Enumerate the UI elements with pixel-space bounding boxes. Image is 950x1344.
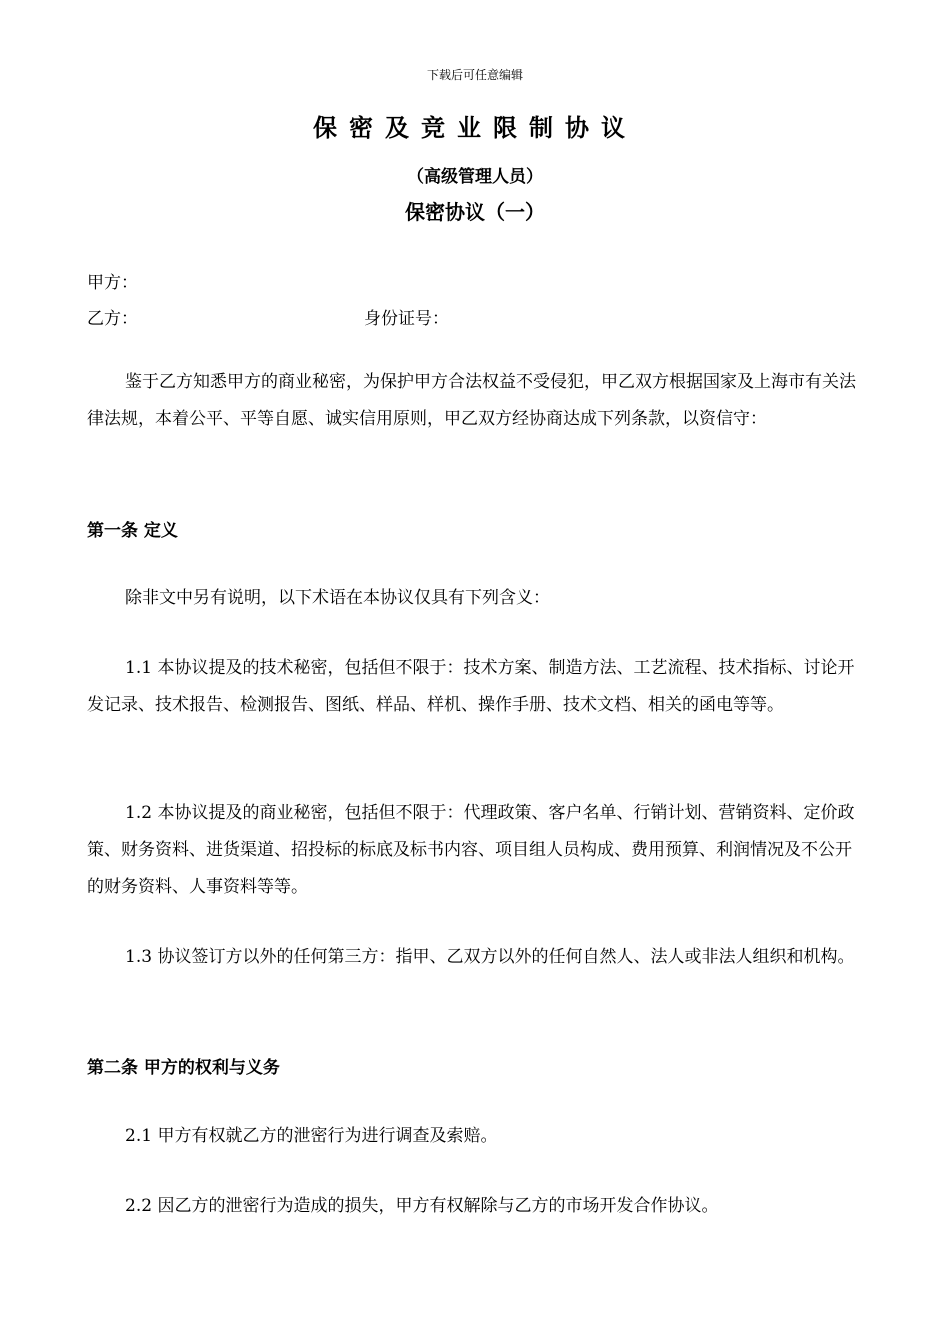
clause-2-1: 2.1 甲方有权就乙方的泄密行为进行调查及索赔。 [125,1126,498,1146]
agreement-title: 保密协议（一） [405,200,545,224]
article-2-heading: 第二条 甲方的权利与义务 [87,1058,280,1078]
party-b-label: 乙方： [87,309,138,329]
clause-1-2: 1.2 本协议提及的商业秘密，包括但不限于：代理政策、客户名单、行销计划、营销资料、定价政策、财务资料、进货渠道、招投标的标底及标书内容、项目组人员构成、费用预算、利润情况及不公开的财务资料、人事资料等等。 [87,803,855,897]
header-note: 下载后可任意编辑 [426,68,523,82]
document-subtitle: （高级管理人员） [407,167,543,187]
clause-2-2: 2.2 因乙方的泄密行为造成的损失，甲方有权解除与乙方的市场开发合作协议。 [125,1196,719,1216]
document-title: 保密及竞业限制协议 [313,113,637,142]
article-1-intro: 除非文中另有说明，以下术语在本协议仅具有下列含义： [125,588,550,608]
preamble-paragraph: 鉴于乙方知悉甲方的商业秘密，为保护甲方合法权益不受侵犯，甲乙双方根据国家及上海市有关法律法规，本着公平、平等自愿、诚实信用原则，甲乙双方经协商达成下列条款，以资信守： [87,372,856,429]
party-a-label: 甲方： [87,273,138,293]
clause-1-1: 1.1 本协议提及的技术秘密，包括但不限于：技术方案、制造方法、工艺流程、技术指标、讨论开发记录、技术报告、检测报告、图纸、样品、样机、操作手册、技术文档、相关的函电等等。 [87,658,855,715]
article-1-heading: 第一条 定义 [87,521,178,541]
clause-1-3: 1.3 协议签订方以外的任何第三方：指甲、乙双方以外的任何自然人、法人或非法人组织和机构。 [125,947,855,967]
id-number-label: 身份证号： [364,309,449,329]
